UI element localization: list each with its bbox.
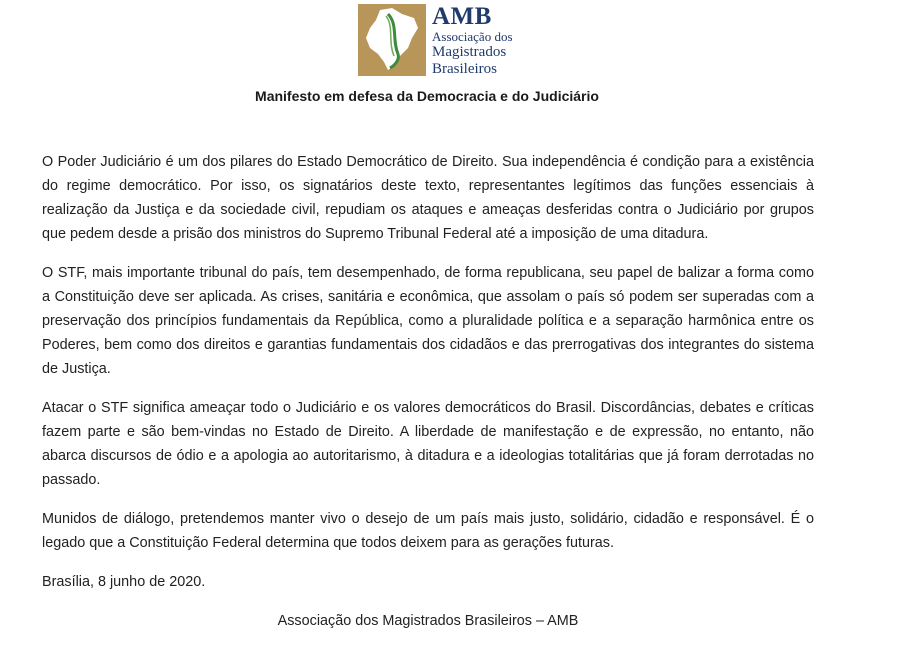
document-title: Manifesto em defesa da Democracia e do Judiciário bbox=[255, 88, 599, 104]
brazil-map-icon bbox=[358, 4, 426, 76]
document-signature: Associação dos Magistrados Brasileiros – AMB bbox=[277, 613, 579, 629]
document-body bbox=[42, 150, 814, 609]
paragraph-4: Munidos de diálogo, pretendemos manter vivo o desejo de um país mais justo, solidário, cidadão e responsável. É o legado que a Constituição Federal determina que todos deixem para as gerações futuras. bbox=[42, 511, 814, 551]
amb-logo bbox=[358, 4, 522, 78]
paragraph-2: O STF, mais importante tribunal do país, tem desempenhado, de forma republicana, seu papel de balizar a forma como a Constituição deve ser aplicada. As crises, sanitária e econômica, que assolam o país só podem ser superadas com a preservação dos princípios fundamentais da República, como a pluralidade política e a separação harmônica entre os Poderes, bem como dos direitos e garantias fundamentais dos cidadãos e das prerrogativas dos integrantes do sistema de Justiça. bbox=[42, 265, 814, 377]
paragraph-1: O Poder Judiciário é um dos pilares do Estado Democrático de Direito. Sua independência é condição para a existência do regime democrático. Por isso, os signatários deste texto, representantes legítimos das funções essenciais à realização da Justiça e da sociedade civil, repudiam os ataques e ameaças desferidas contra o Judiciário por grupos que pedem desde a prisão dos ministros do Supremo Tribunal Federal até a imposição de uma ditadura. bbox=[42, 154, 814, 242]
logo-wordmark bbox=[432, 4, 524, 78]
document-date: Brasília, 8 junho de 2020. bbox=[42, 574, 206, 590]
paragraph-3: Atacar o STF significa ameaçar todo o Judiciário e os valores democráticos do Brasil. Discordâncias, debates e críticas fazem parte e são bem-vindas no Estado de Direito. A liberdade de manifestação e de expressão, no entanto, não abarca discursos de ódio e a apologia ao autoritarismo, à ditadura e a ideologias totalitárias que já foram derrotadas no passado. bbox=[42, 400, 814, 488]
logo-line-3: Brasileiros bbox=[432, 61, 497, 77]
logo-line-2: Magistrados bbox=[432, 44, 507, 60]
logo-line-1: Associação dos bbox=[432, 29, 513, 44]
logo-acronym: AMB bbox=[432, 3, 492, 30]
